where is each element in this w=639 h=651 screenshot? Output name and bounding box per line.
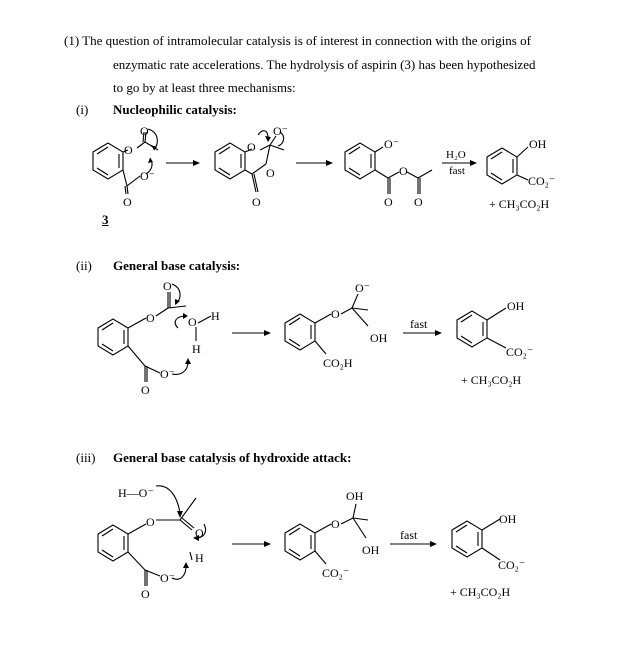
tetrahedral-intermediate xyxy=(215,124,288,209)
product-oh: OH xyxy=(529,137,547,151)
water-hydrogen: H xyxy=(211,309,220,323)
aspirin-water-complex xyxy=(98,279,220,397)
atom-o: O xyxy=(331,517,340,531)
salicylate-product-iii xyxy=(452,512,525,572)
mixed-anhydride xyxy=(345,137,432,209)
problem-line-1: (1) The question of intramolecular catalysis is of interest in connection with the origins of xyxy=(64,33,531,48)
atom-o: O xyxy=(195,526,204,540)
reagent-fast: fast xyxy=(449,165,465,177)
water-hydrogen: H xyxy=(195,551,204,565)
atom-o-minus: O⁻ xyxy=(273,124,288,138)
byproduct-acetic-acid: + CH₃CO₂H xyxy=(450,585,511,599)
water-oxygen: O xyxy=(188,315,197,329)
hydroxide: H—O⁻ xyxy=(118,486,154,500)
atom-o: O xyxy=(384,195,393,209)
product-carboxylate: CO₂⁻ xyxy=(498,558,526,572)
intermediate-carboxylate: CO₂⁻ xyxy=(322,566,350,580)
section-iii-title: General base catalysis of hydroxide attack: xyxy=(113,450,352,465)
reagent-water: H₂O xyxy=(446,149,466,161)
salicylate-product-i xyxy=(487,137,555,188)
section-ii-label: (ii) xyxy=(76,258,92,273)
atom-o: O xyxy=(124,143,133,157)
atom-o-minus: O⁻ xyxy=(384,137,399,151)
intermediate-oh: OH xyxy=(362,543,380,557)
atom-o: O xyxy=(163,279,172,293)
scheme-ii-structures xyxy=(0,278,639,408)
atom-o: O xyxy=(141,587,150,601)
scheme-iii-structures xyxy=(0,478,639,608)
product-oh: OH xyxy=(507,299,525,313)
atom-o-minus: O⁻ xyxy=(140,169,155,183)
intermediate-oh: OH xyxy=(370,331,388,345)
water-hydrogen: H xyxy=(192,342,201,356)
problem-line-2: enzymatic rate accelerations. The hydrolysis of aspirin (3) has been hypothesized xyxy=(113,57,536,72)
atom-o: O xyxy=(146,515,155,529)
intermediate-co2h: CO₂H xyxy=(323,356,353,370)
atom-o: O xyxy=(399,164,408,178)
atom-o: O xyxy=(247,140,256,154)
atom-o-minus: O⁻ xyxy=(355,281,370,295)
atom-o: O xyxy=(331,307,340,321)
product-oh: OH xyxy=(499,512,517,526)
intermediate-oh: OH xyxy=(346,489,364,503)
tetrahedral-intermediate-iii xyxy=(285,489,380,580)
compound-number: 3 xyxy=(102,212,109,227)
byproduct-acetic-acid: + CH₃CO₂H xyxy=(489,197,550,211)
salicylate-product-ii xyxy=(457,299,533,359)
product-carboxylate: CO₂⁻ xyxy=(528,174,556,188)
section-iii-label: (iii) xyxy=(76,450,96,465)
atom-o: O xyxy=(123,195,132,209)
section-ii-title: General base catalysis: xyxy=(113,258,241,273)
arrow-label-fast: fast xyxy=(410,317,428,331)
aspirin-hydroxide-complex xyxy=(98,486,206,601)
atom-o: O xyxy=(141,383,150,397)
atom-o: O xyxy=(146,311,155,325)
section-i-title: Nucleophilic catalysis: xyxy=(113,102,237,117)
atom-o: O xyxy=(140,124,149,138)
scheme-i-structures xyxy=(0,120,639,235)
tetrahedral-intermediate-ii xyxy=(285,281,388,370)
byproduct-acetic-acid: + CH₃CO₂H xyxy=(461,373,522,387)
aspirin-structure xyxy=(93,124,158,209)
atom-o: O xyxy=(266,166,275,180)
atom-o-minus: O⁻ xyxy=(160,367,175,381)
atom-o-minus: O⁻ xyxy=(160,571,175,585)
product-carboxylate: CO₂⁻ xyxy=(506,345,534,359)
problem-line-3: to go by at least three mechanisms: xyxy=(113,80,296,95)
atom-o: O xyxy=(252,195,261,209)
atom-o: O xyxy=(414,195,423,209)
section-i-label: (i) xyxy=(76,102,89,117)
arrow-label-fast: fast xyxy=(400,528,418,542)
